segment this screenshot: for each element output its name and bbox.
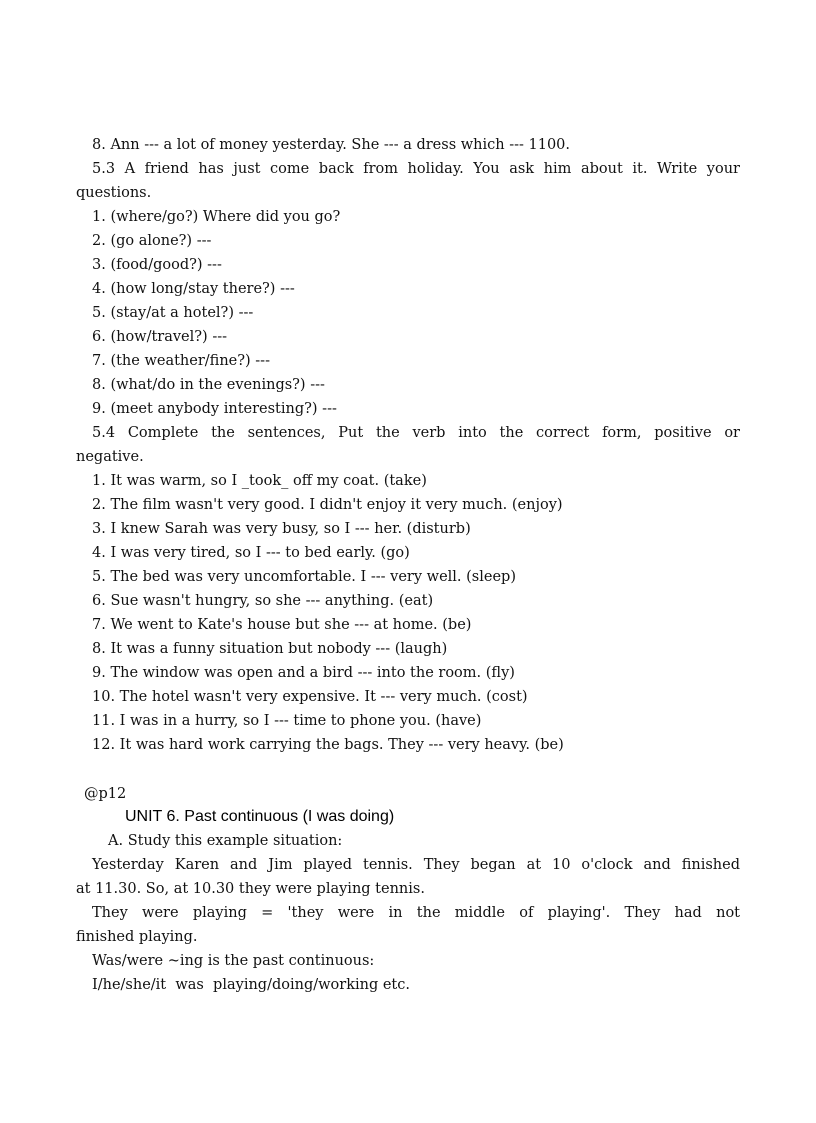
exercise-5-3-item-2: 2. (go alone?) --- bbox=[92, 233, 212, 249]
rule-example: I/he/she/it was playing/doing/working etc. bbox=[92, 977, 410, 993]
exercise-5-3-instruction: 5.3 A friend has just come back from holiday. You ask him about it. Write your bbox=[92, 161, 740, 177]
exercise-5-4-item-6: 6. Sue wasn't hungry, so she --- anything. (eat) bbox=[92, 593, 434, 609]
exercise-5-4-item-3: 3. I knew Sarah was very busy, so I --- her. (disturb) bbox=[92, 521, 471, 537]
exercise-5-2-item-8: 8. Ann --- a lot of money yesterday. She --- a dress which --- 1100. bbox=[92, 137, 571, 153]
exercise-5-4-item-12: 12. It was hard work carrying the bags. They --- very heavy. (be) bbox=[92, 737, 564, 753]
exercise-5-4-instruction-cont: negative. bbox=[76, 449, 144, 465]
exercise-5-4-item-5: 5. The bed was very uncomfortable. I --- very well. (sleep) bbox=[92, 569, 516, 585]
exercise-5-4-item-11: 11. I was in a hurry, so I --- time to phone you. (have) bbox=[92, 713, 482, 729]
exercise-5-3-item-7: 7. (the weather/fine?) --- bbox=[92, 353, 270, 369]
page-marker: @p12 bbox=[84, 786, 127, 802]
example-text-1: Yesterday Karen and Jim played tennis. They began at 10 o'clock and finished bbox=[92, 857, 740, 873]
section-a-title: A. Study this example situation: bbox=[108, 833, 343, 849]
exercise-5-4-item-4: 4. I was very tired, so I --- to bed early. (go) bbox=[92, 545, 410, 561]
exercise-5-4-item-9: 9. The window was open and a bird --- into the room. (fly) bbox=[92, 665, 515, 681]
exercise-5-3-item-9: 9. (meet anybody interesting?) --- bbox=[92, 401, 337, 417]
rule-text: Was/were ~ing is the past continuous: bbox=[92, 953, 375, 969]
exercise-5-4-item-7: 7. We went to Kate's house but she --- at home. (be) bbox=[92, 617, 472, 633]
exercise-5-4-item-8: 8. It was a funny situation but nobody --- (laugh) bbox=[92, 641, 448, 657]
example-text-2: They were playing = 'they were in the middle of playing'. They had not bbox=[92, 905, 740, 921]
exercise-5-3-item-8: 8. (what/do in the evenings?) --- bbox=[92, 377, 325, 393]
exercise-5-3-item-4: 4. (how long/stay there?) --- bbox=[92, 281, 295, 297]
exercise-5-4-item-2: 2. The film wasn't very good. I didn't enjoy it very much. (enjoy) bbox=[92, 497, 563, 513]
exercise-5-3-item-5: 5. (stay/at a hotel?) --- bbox=[92, 305, 254, 321]
exercise-5-3-item-6: 6. (how/travel?) --- bbox=[92, 329, 228, 345]
exercise-5-3-instruction-cont: questions. bbox=[76, 185, 152, 201]
unit-heading: UNIT 6. Past continuous (I was doing) bbox=[125, 808, 395, 825]
example-text-2-cont: finished playing. bbox=[76, 929, 198, 945]
exercise-5-4-item-1: 1. It was warm, so I _took_ off my coat. (take) bbox=[92, 473, 427, 489]
example-text-1-cont: at 11.30. So, at 10.30 they were playing tennis. bbox=[76, 881, 425, 897]
exercise-5-3-item-1: 1. (where/go?) Where did you go? bbox=[92, 209, 341, 225]
exercise-5-3-item-3: 3. (food/good?) --- bbox=[92, 257, 222, 273]
exercise-5-4-instruction: 5.4 Complete the sentences, Put the verb into the correct form, positive or bbox=[92, 425, 740, 441]
exercise-5-4-item-10: 10. The hotel wasn't very expensive. It --- very much. (cost) bbox=[92, 689, 528, 705]
